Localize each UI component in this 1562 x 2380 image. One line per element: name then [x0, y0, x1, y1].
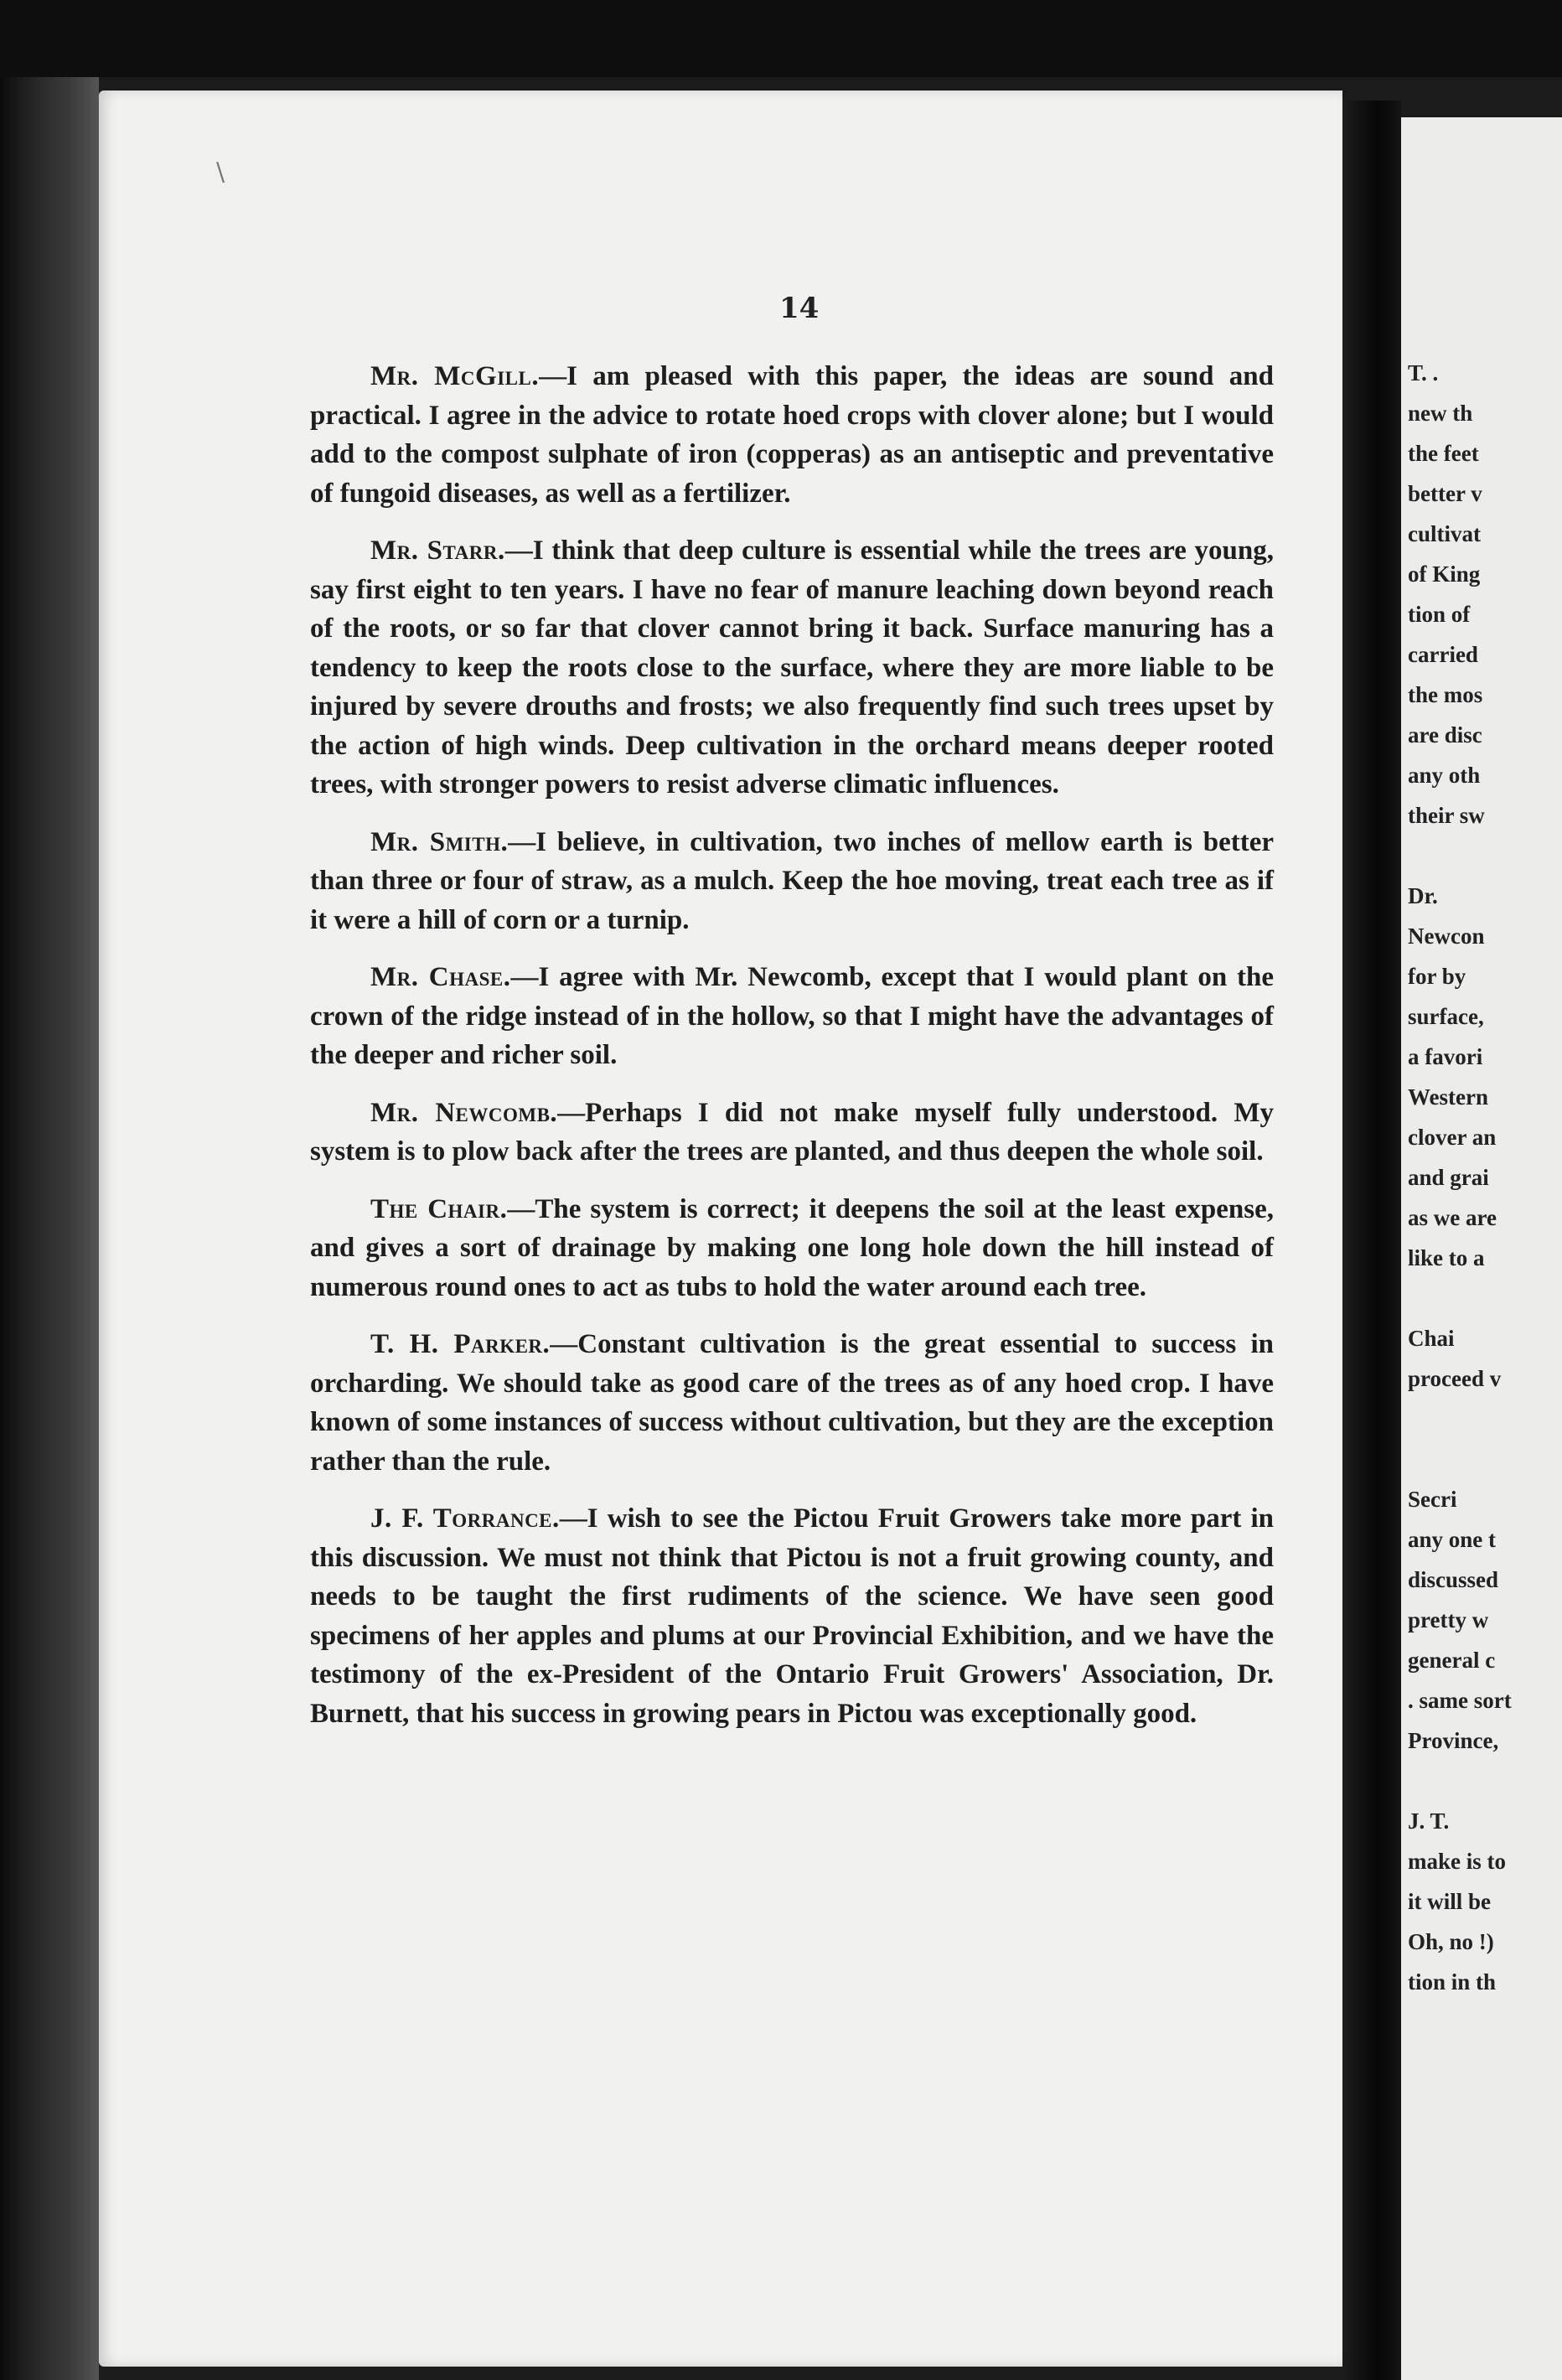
facing-page-line: Secri [1408, 1487, 1457, 1512]
paragraph [310, 1094, 1274, 1172]
facing-page-line: Chai [1408, 1326, 1455, 1351]
facing-page-line: like to a [1408, 1245, 1485, 1270]
paragraph [310, 958, 1274, 1075]
paragraph [310, 1499, 1274, 1733]
facing-page-line: for by [1408, 964, 1466, 989]
speaker-name: J. F. Torrance. [370, 1503, 560, 1534]
paragraph-text: —I think that deep culture is essential while the trees are young, say first eight to ten years. I have no fear of manure leaching down beyond reach of the roots, or so far that clover cannot bring it back. Surface manuring has a tendency to keep the roots close to the surface, where they are more liable to be injured by severe drouths and frosts; we also frequently find such trees upset by the action of high winds. Deep cultivation in the orchard means deeper rooted trees, with stronger powers to resist adverse climatic influences. [310, 536, 1274, 799]
facing-page-line: . same sort [1408, 1688, 1512, 1713]
scan-speck: \ [216, 158, 225, 187]
facing-page-line: clover an [1408, 1125, 1497, 1150]
paragraph-text: —The system is correct; it deepens the soil at the least expense, and gives a sort of drainage by making one long hole down the hill instead of numerous round ones to act as tubs to hold the water around each tree. [310, 1193, 1274, 1302]
facing-page-line: tion in th [1408, 1969, 1497, 1995]
facing-page-line: make is to [1408, 1849, 1506, 1874]
scan-top-band [0, 0, 1562, 77]
facing-page-line: better v [1408, 481, 1482, 506]
paragraph [310, 823, 1274, 940]
facing-page-line: pretty w [1408, 1607, 1489, 1632]
paragraph-text: —Perhaps I did not make myself fully understood. My system is to plow back after the trees are planted, and thus deepen the whole soil. [310, 1097, 1274, 1167]
discussion-text [310, 357, 1274, 1751]
paragraph-text: —I wish to see the Pictou Fruit Growers take more part in this discussion. We must not think that Pictou is not a fruit growing county, and needs to be taught the first rudiments of the science. We have seen good specimens of her apples and plums at our Provincial Exhibition, and we have the testimony of the ex-President of the Ontario Fruit Growers' Association, Dr. Burnett, that his success in growing pears in Pictou was exceptionally good. [310, 1503, 1274, 1729]
paragraph [310, 1325, 1274, 1481]
facing-page-line: of King [1408, 561, 1481, 587]
facing-page-line: general c [1408, 1648, 1496, 1673]
facing-page-line: tion of [1408, 602, 1471, 627]
paragraph [310, 1190, 1274, 1307]
facing-page-line: Newcon [1408, 924, 1485, 949]
paragraph-text: —I agree with Mr. Newcomb, except that I would plant on the crown of the ridge instead of in the hollow, so that I might have the advantages of the deeper and richer soil. [310, 962, 1274, 1070]
paragraph [310, 357, 1274, 513]
facing-page-line: the mos [1408, 682, 1483, 707]
facing-page-line: carried [1408, 642, 1478, 667]
speaker-name: Mr. McGill. [370, 361, 540, 391]
paragraph-text: —I am pleased with this paper, the ideas are sound and practical. I agree in the advice to rotate hoed crops with clover alone; but I would add to the compost sulphate of iron (copperas) as an antiseptic and preventative of fungoid diseases, as well as a fertilizer. [310, 361, 1274, 509]
facing-page-line: J. T. [1408, 1808, 1450, 1834]
page-number: 14 [779, 292, 820, 325]
facing-page-line: Dr. [1408, 883, 1438, 908]
speaker-name: T. H. Parker. [370, 1329, 551, 1359]
facing-page-line: any oth [1408, 763, 1481, 788]
facing-page-line: surface, [1408, 1004, 1484, 1029]
facing-page-line: proceed v [1408, 1366, 1502, 1391]
speaker-name: Mr. Newcomb. [370, 1097, 558, 1128]
book-page-right-fragment [1401, 117, 1562, 2380]
paragraph-text: —I believe, in cultivation, two inches of mellow earth is better than three or four of straw, as a mulch. Keep the hoe moving, treat each tree as if it were a hill of corn or a turnip. [310, 826, 1274, 935]
facing-page-line: Western [1408, 1084, 1488, 1110]
facing-page-line: the feet [1408, 441, 1479, 466]
speaker-name: Mr. Starr. [370, 536, 505, 566]
facing-page-line: T. . [1408, 360, 1439, 385]
page-gutter [1342, 101, 1401, 2380]
facing-page-line: Oh, no !) [1408, 1929, 1494, 1954]
speaker-name: Mr. Smith. [370, 826, 509, 857]
facing-page-line: as we are [1408, 1205, 1497, 1230]
facing-page-line: Province, [1408, 1728, 1499, 1753]
facing-page-line: it will be [1408, 1889, 1491, 1914]
paragraph [310, 531, 1274, 805]
book-spine [0, 77, 99, 2380]
facing-page-line: a favori [1408, 1044, 1483, 1069]
facing-page-line: their sw [1408, 803, 1485, 828]
speaker-name: Mr. Chase. [370, 962, 511, 992]
facing-page-line: discussed [1408, 1567, 1499, 1592]
facing-page-line: are disc [1408, 722, 1482, 748]
facing-page-line: new th [1408, 401, 1473, 426]
speaker-name: The Chair. [370, 1193, 508, 1224]
facing-page-line: and grai [1408, 1165, 1489, 1190]
paragraph-text: —Constant cultivation is the great essential to success in orcharding. We should take as good care of the trees as of any hoed crop. I have known of some instances of success without cultivation, but they are the exception rather than the rule. [310, 1329, 1275, 1477]
facing-page-line: any one t [1408, 1527, 1497, 1552]
facing-page-line: cultivat [1408, 521, 1481, 546]
